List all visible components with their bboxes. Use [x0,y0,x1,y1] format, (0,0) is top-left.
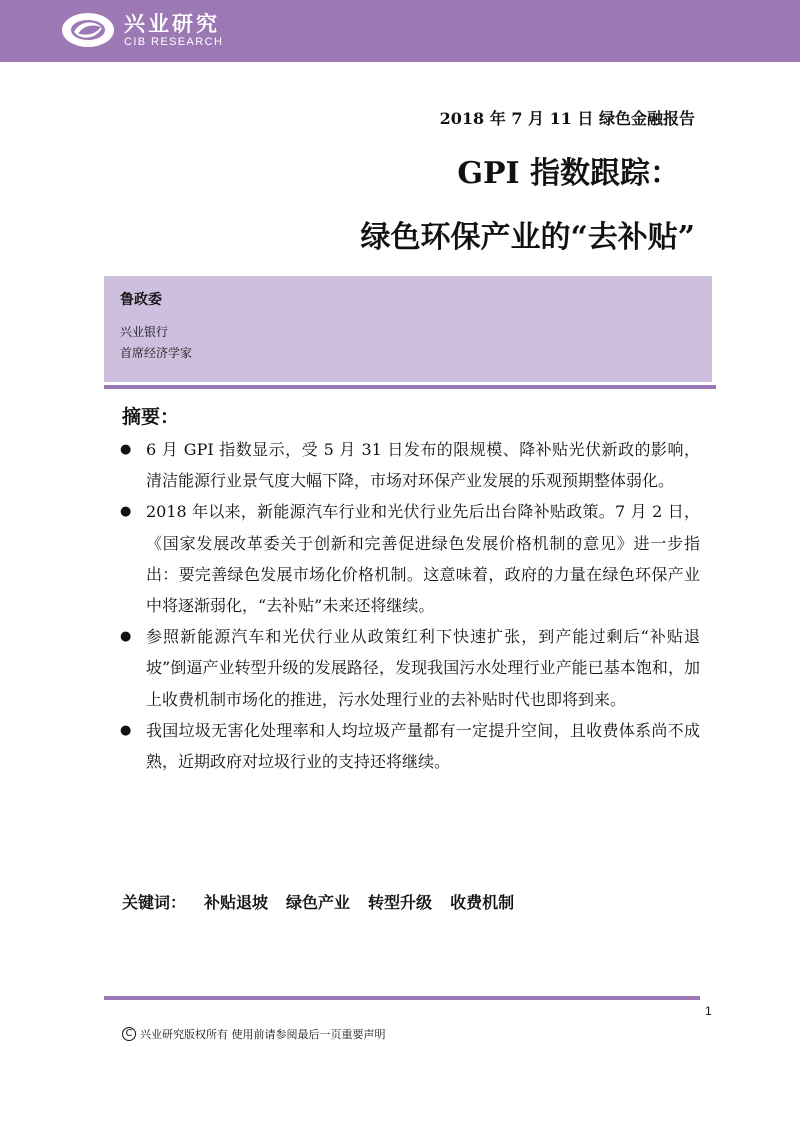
report-title-line2: 绿色环保产业的“去补贴” [360,220,695,255]
cib-logo [60,8,223,52]
abstract-bullet-item: ● 6 月 GPI 指数显示，受 5 月 31 日发布的限规模、降补贴光伏新政的影响，清洁能源行业景气度大幅下降，市场对环保产业发展的乐观预期整体弱化。 [120,434,700,496]
report-date-line: 2018 年 7 月 11 日 绿色金融报告 [439,109,695,128]
keyword-item: 转型升级 [368,893,433,912]
abstract-bullet-item: ● 2018 年以来，新能源汽车行业和光伏行业先后出台降补贴政策。7 月 2 日，《国家发展改革委关于创新和完善促进绿色发展价格机制的意见》进一步指出：要完善绿色发展市场化价格机制。这意味着，政府的力量在绿色环保产业中将逐渐弱化，“去补贴”未来还将继续。 [120,496,700,621]
author-box [104,276,712,382]
page-number: 1 [705,1004,712,1018]
logo-chinese-text: 兴业研究 [124,11,220,36]
author-name: 鲁政委 [120,292,162,308]
abstract-bullet-item: ● 参照新能源汽车和光伏行业从政策红利下快速扩张，到产能过剩后“补贴退坡”倒逼产业转型升级的发展路径，发现我国污水处理行业产能已基本饱和，加上收费机制市场化的推进，污水处理行业的去补贴时代也即将到来。 [120,621,700,715]
section-divider-top [104,385,716,389]
cib-logo-icon [60,10,116,50]
copyright-icon: C [122,1027,136,1041]
footer-notice [122,1026,386,1042]
keyword-item: 补贴退坡 [204,893,269,912]
author-role: 首席经济学家 [120,346,193,360]
abstract-bullet-item: ● 我国垃圾无害化处理率和人均垃圾产量都有一定提升空间，且收费体系尚不成熟，近期政府对垃圾行业的支持还将继续。 [120,715,700,777]
footer-notice-text: 兴业研究版权所有 使用前请参阅最后一页重要声明 [140,1028,386,1041]
abstract-bullet-list [120,434,700,777]
keyword-item: 收费机制 [450,893,515,912]
logo-english-text: CIB RESEARCH [124,35,224,48]
report-title-line1: GPI 指数跟踪： [457,156,680,191]
keywords-line [122,890,532,913]
abstract-heading: 摘要： [122,406,180,428]
footer-divider [104,996,700,1000]
keywords-label: 关键词： [122,893,187,912]
author-organization: 兴业银行 [120,325,169,339]
header-bar [0,0,800,62]
keyword-item: 绿色产业 [286,893,351,912]
